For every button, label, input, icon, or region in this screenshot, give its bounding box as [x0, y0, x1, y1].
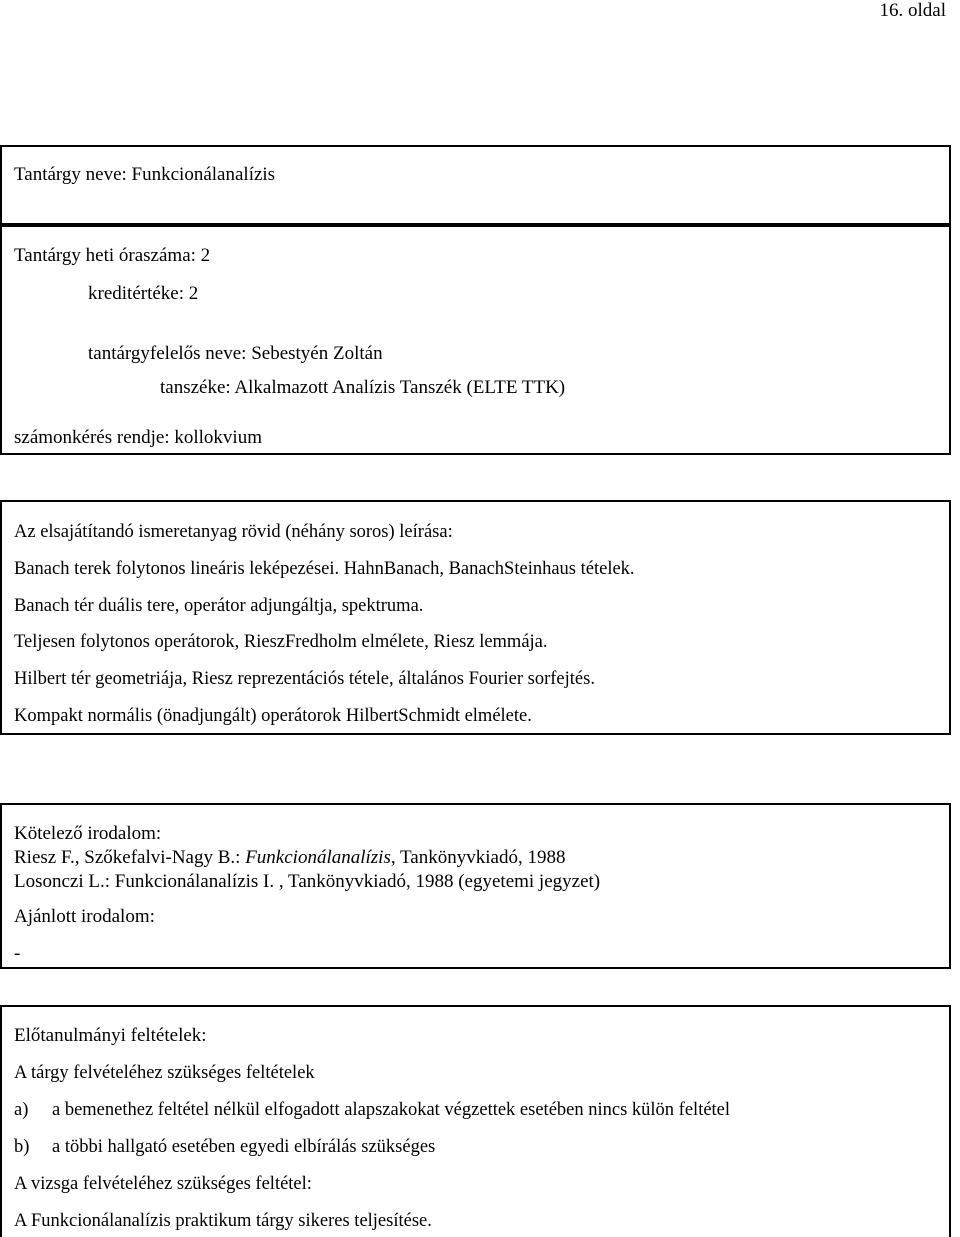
prerequisites-box	[0, 1005, 951, 1237]
required-literature-item	[14, 871, 600, 893]
weekly-hours: Tantárgy heti óraszáma: 2	[14, 245, 211, 266]
recommended-literature-value: -	[14, 943, 21, 964]
subject-name-box	[0, 145, 951, 225]
recommended-literature-heading: Ajánlott irodalom:	[14, 906, 155, 927]
syllabus-line: Hilbert tér geometriája, Riesz reprezentációs tétele, általános Fourier sorfejtés.	[14, 669, 595, 689]
requirement-item	[14, 1136, 435, 1158]
required-literature-item	[14, 847, 565, 869]
syllabus-line: Teljesen folytonos operátorok, RieszFredholm elmélete, Riesz lemmája.	[14, 632, 548, 652]
requirement-label: b)	[14, 1137, 30, 1157]
requirement-label: a)	[14, 1100, 29, 1120]
requirement-text: a többi hallgató esetében egyedi elbírálás szükséges	[52, 1137, 436, 1157]
literature-authors: Losonczi L.:	[14, 871, 115, 892]
prerequisites-heading: Előtanulmányi feltételek:	[14, 1025, 207, 1046]
syllabus-heading: Az elsajátítandó ismeretanyag rövid (néhány soros) leírása:	[14, 522, 453, 542]
syllabus-box	[0, 500, 951, 735]
assessment-type: számonkérés rendje: kollokvium	[14, 427, 262, 448]
department: tanszéke: Alkalmazott Analízis Tanszék (ELTE TTK)	[160, 377, 566, 398]
syllabus-line: Banach terek folytonos lineáris leképezései. HahnBanach, BanachSteinhaus tételek.	[14, 559, 635, 579]
syllabus-line: Banach tér duális tere, operátor adjungáltja, spektruma.	[14, 596, 424, 616]
page-number: 16. oldal	[879, 0, 946, 21]
required-literature-heading: Kötelező irodalom:	[14, 823, 162, 844]
exam-requirements-heading: A vizsga felvételéhez szükséges feltétel:	[14, 1174, 312, 1194]
literature-authors: Riesz F., Szőkefalvi-Nagy B.:	[14, 847, 246, 868]
literature-publisher: , Tankönyvkiadó, 1988	[390, 847, 566, 868]
requirement-item	[14, 1099, 730, 1121]
requirement-text: a bemenethez feltétel nélkül elfogadott alapszakokat végzettek esetében nincs külön feltétel	[52, 1100, 731, 1120]
syllabus-line: Kompakt normális (önadjungált) operátorok HilbertSchmidt elmélete.	[14, 706, 532, 726]
subject-name: Tantárgy neve: Funkcionálanalízis	[14, 164, 276, 185]
literature-title: Funkcionálanalízis	[245, 847, 391, 868]
exam-requirement-text: A Funkcionálanalízis praktikum tárgy sikeres teljesítése.	[14, 1211, 432, 1231]
literature-box	[0, 803, 951, 969]
literature-title: Funkcionálanalízis I.	[114, 871, 275, 892]
responsible-person: tantárgyfelelős neve: Sebestyén Zoltán	[88, 343, 383, 364]
course-requirements-heading: A tárgy felvételéhez szükséges feltételek	[14, 1063, 315, 1083]
course-details-box	[0, 225, 951, 455]
credit-value: kreditértéke: 2	[88, 283, 199, 304]
literature-publisher: , Tankönyvkiadó, 1988 (egyetemi jegyzet)	[274, 871, 601, 892]
